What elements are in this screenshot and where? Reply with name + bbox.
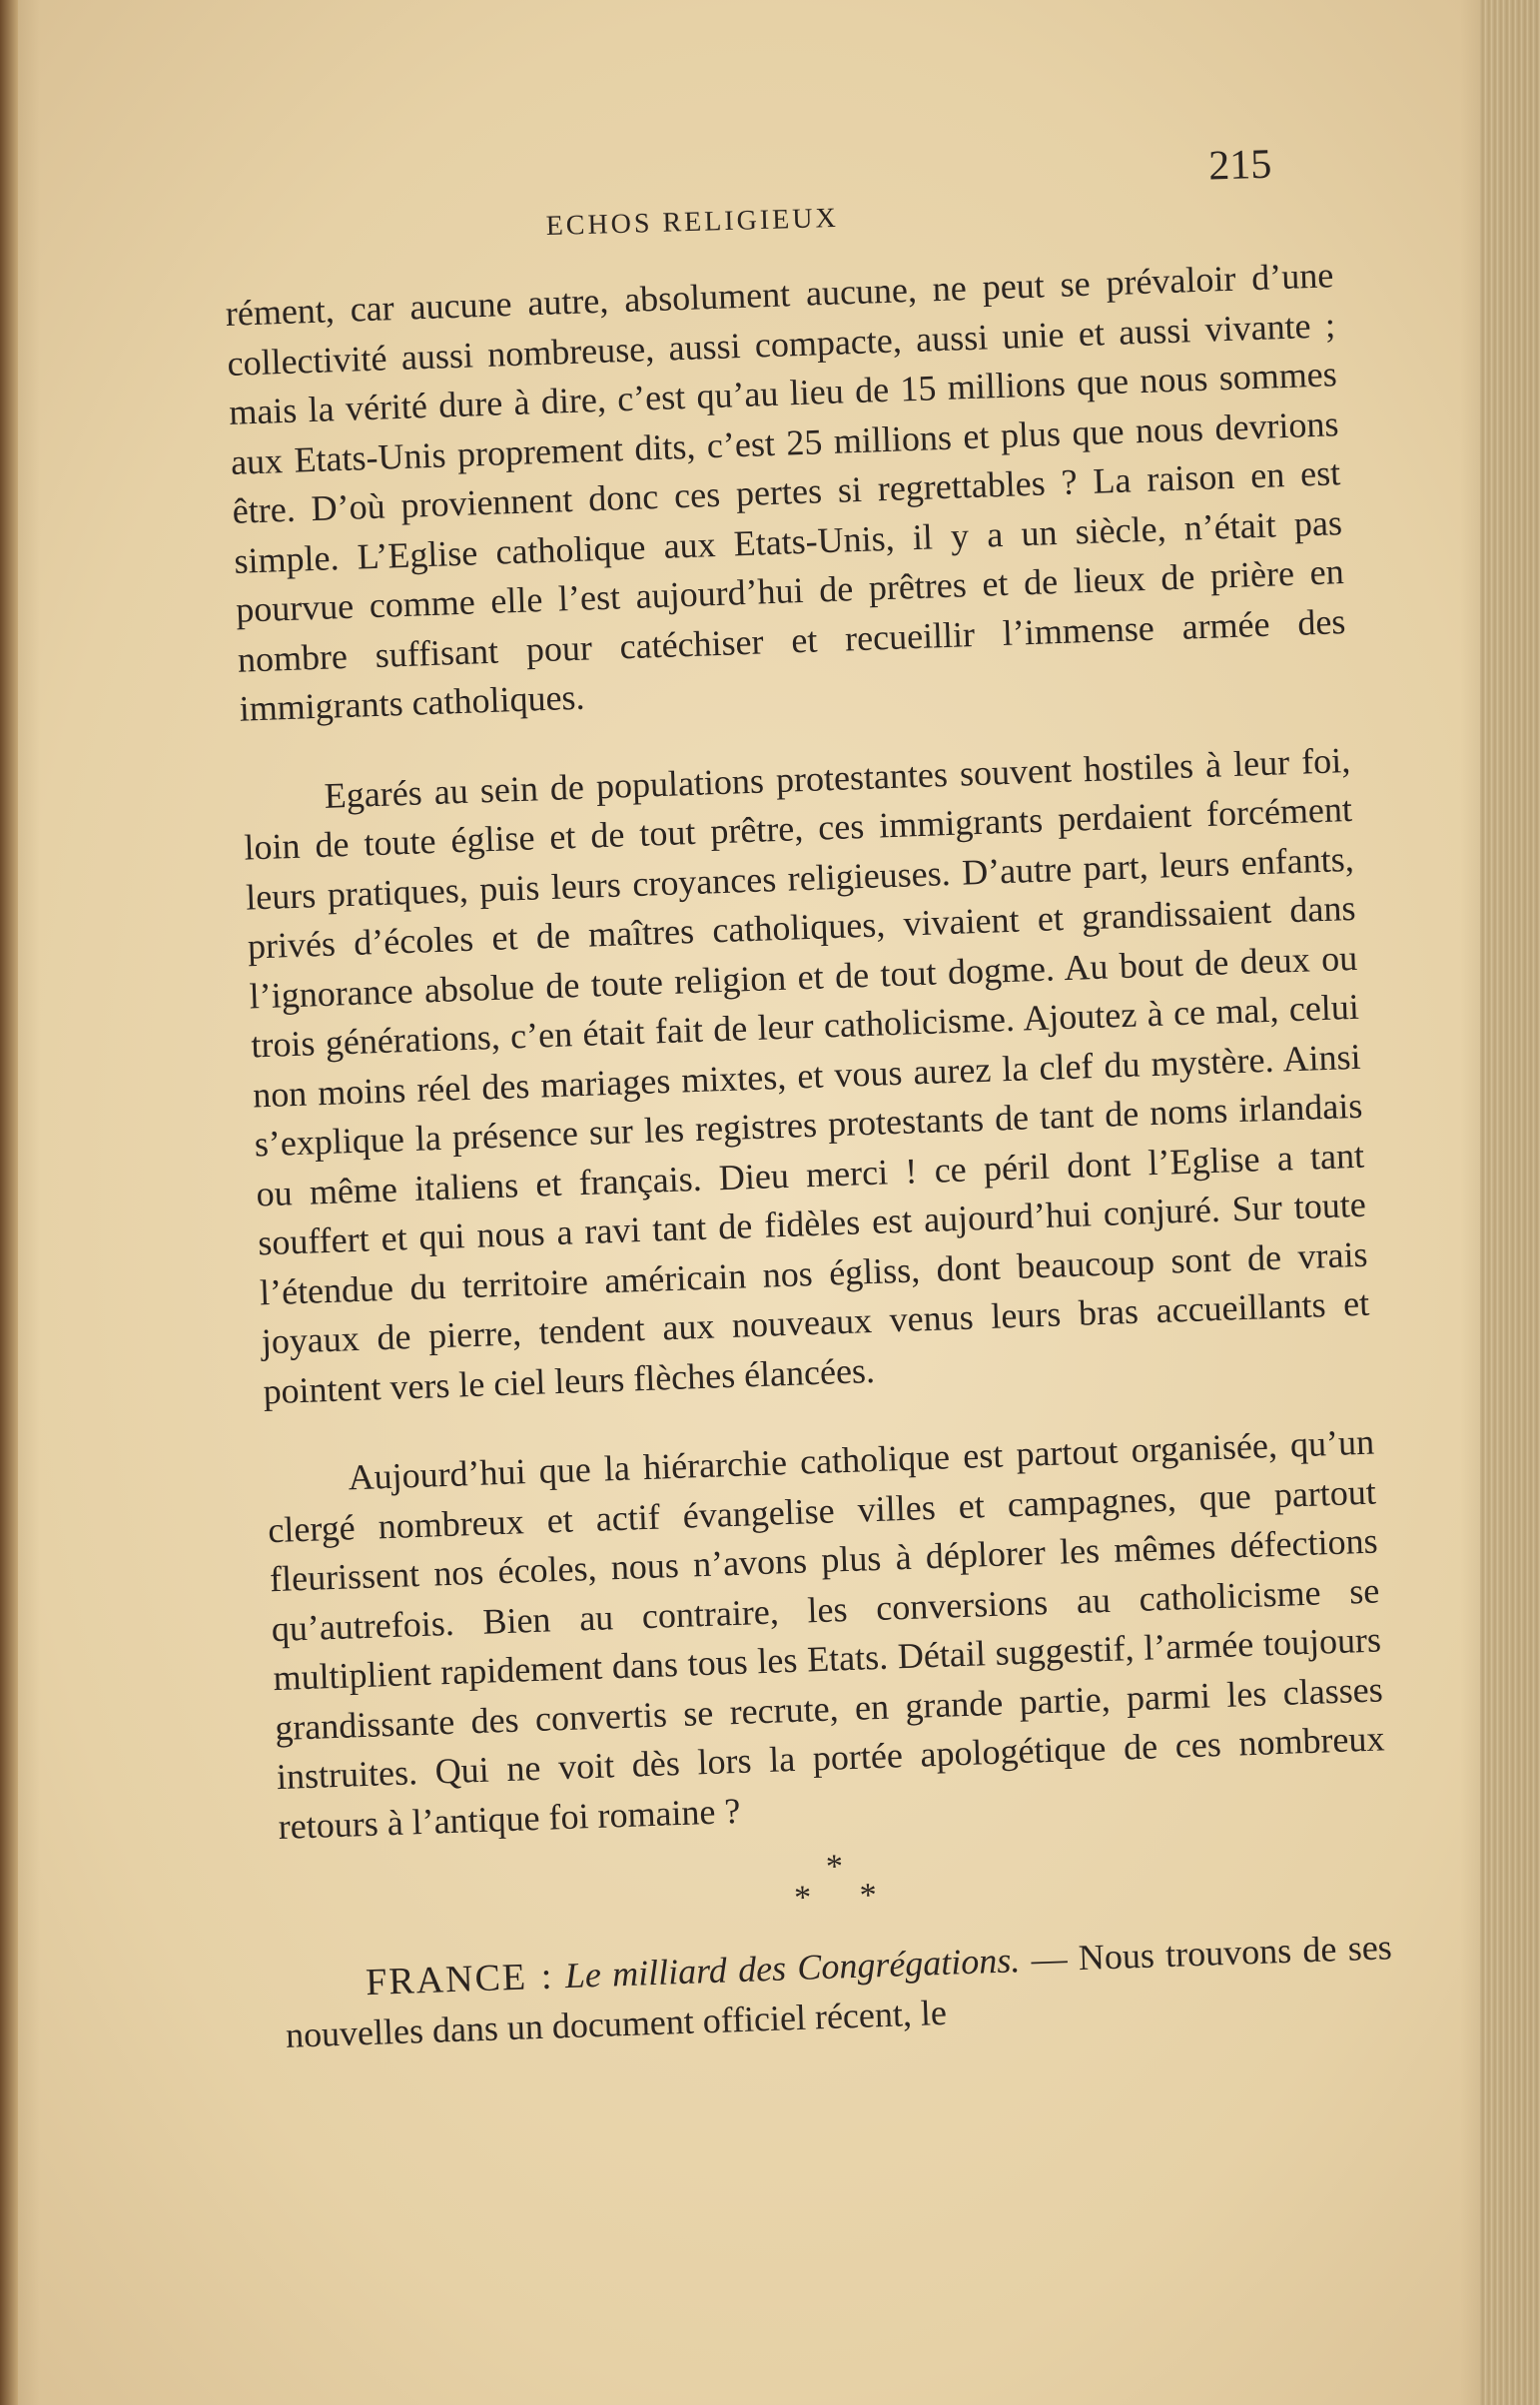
section-label: FRANCE :: [365, 1955, 555, 2004]
asterism-bottom: * *: [793, 1877, 878, 1918]
paragraph-2: Egarés au sein de populations protestantes souvent hostiles à leur foi, loin de toute église et de tout prêtre, ces immigrants perdaient forcément leurs pratiques, puis leurs croyances religieuses. D’autre part, leurs enfants, privés d’écoles et de maîtres catholiques, vivaient et grandissaient dans l’ignorance absolue de toute religion et de tout dogme. Au bout de deux ou trois générations, c’en était fait de leur catholicisme. Ajoutez à ce mal, celui non moins réel des mariages mixtes, et vous aurez la clef du mystère. Ainsi s’explique la présence sur les registres protestants de tant de noms irlandais ou même italiens et français. Dieu merci ! ce péril dont l’Eglise a tant souffert et qui nous a ravi tant de fidèles est aujourd’hui conjuré. Sur toute l’étendue du territoire américain nos égliss, dont beaucoup sont de vrais joyaux de pierre, tendent aux nouveaux venus leurs bras accueillants et pointent vers le ciel leurs flèches élancées.: [243, 739, 1370, 1411]
section-title: Le milliard des Congrégations.: [564, 1940, 1021, 1997]
asterism-top: *: [825, 1848, 844, 1886]
paragraph-1: rément, car aucune autre, absolument aucune, ne peut se prévaloir d’une collectivité aussi nombreuse, aussi compacte, aussi unie et aussi vivante ; mais la vérité dure à dire, c’est qu’au lieu de 15 millions que nous sommes aux Etats-Unis proprement dits, c’est 25 millions et plus que nous devrions être. D’où proviennent donc ces pertes si regrettables ? La raison en est simple. L’Eglise catholique aux Etats-Unis, il y a un siècle, n’était pas pourvue comme elle l’est aujourd’hui de prêtres et de lieux de prière en nombre suffisant pour catéchiser et recueillir l’immense armée des immigrants catholiques.: [225, 255, 1346, 729]
body-text: [225, 251, 1394, 2060]
page-header: [225, 140, 1285, 260]
section-text: — Nous trouvons de ses nouvelles dans un document officiel récent, le: [285, 1927, 1393, 2055]
page-number: 215: [1207, 141, 1272, 190]
binding-shadow: [0, 0, 18, 2405]
running-head: ECHOS RELIGIEUX: [545, 202, 840, 243]
page-edges: [1480, 0, 1540, 2405]
paragraph-3: Aujourd’hui que la hiérarchie catholique est partout organisée, qu’un clergé nombreux et actif évangelise villes et campagnes, que partout fleurissent nos écoles, nous n’avons plus à déplorer les mêmes défections qu’autrefois. Bien au contraire, les conversions au catholicisme se multiplient rapidement dans tous les Etats. Détail suggestif, l’armée toujours grandissante des convertis se recrute, en grande partie, parmi les classes instruites. Qui ne voit dès lors la portée apologétique de ces nombreux retours à l’antique foi romaine ?: [267, 1421, 1386, 1847]
